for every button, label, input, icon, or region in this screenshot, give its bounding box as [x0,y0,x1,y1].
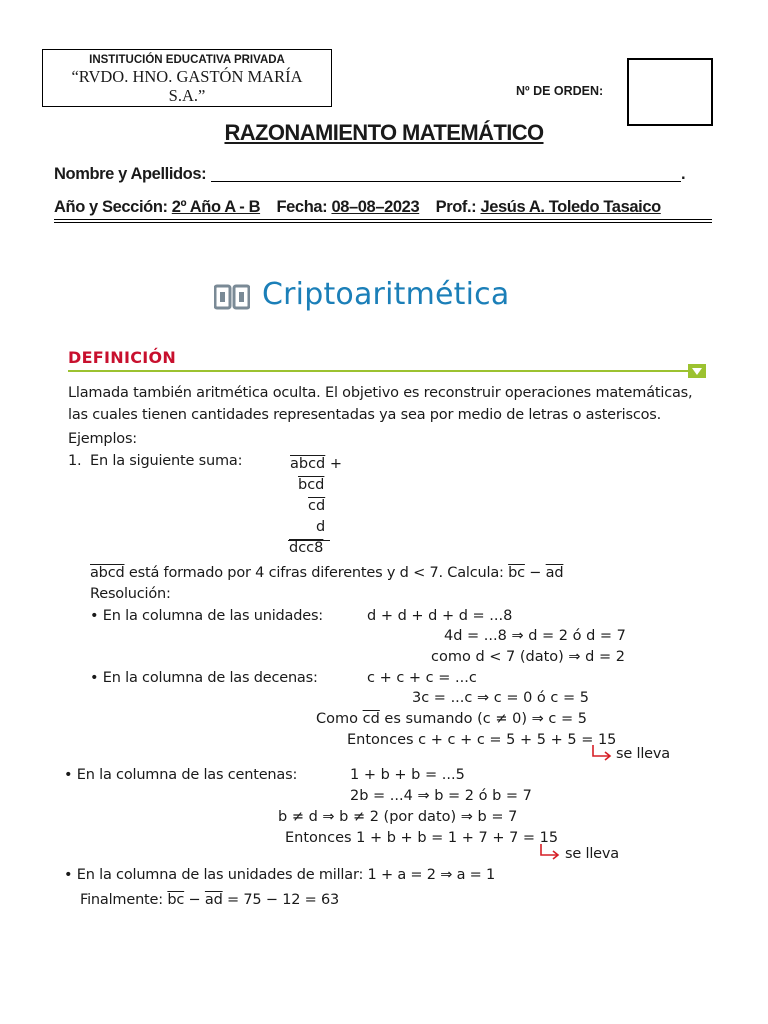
sum-term-1: abcd [290,456,326,472]
tens-step-4: Entonces c + c + c = 5 + 5 + 5 = 15 [347,732,617,748]
prof-label: Prof.: [435,198,477,216]
units-step-2: 4d = ...8 ⇒ d = 2 ó d = 7 [444,628,626,644]
tens-step-3-a: Como [316,711,363,727]
sum-row-1 [290,456,342,472]
year-section-row [54,198,661,217]
final-line [80,892,339,908]
year-label: Año y Sección: [54,198,168,216]
units-column-label: • En la columna de las unidades: [90,608,323,624]
cond-minus: − [524,565,546,581]
cond-bc: $\overline{bc}$ [508,565,525,581]
institution-box [42,49,332,107]
hundreds-step-1: 1 + b + b = ...5 [350,767,465,783]
final-label: Finalmente: [80,892,168,908]
triangle-down-icon [688,364,706,378]
date-value: 08–08–2023 [331,198,420,216]
final-ad: $\overline{ad}$ [204,892,223,908]
order-number-label: Nº DE ORDEN: [516,84,604,98]
order-number-box [627,58,713,126]
tens-step-2: 3c = ...c ⇒ c = 0 ó c = 5 [412,690,589,706]
sum-term-2: $\overline{bcd}$ [298,477,325,493]
plus-sign: + [325,456,343,472]
tens-step-3-cd: $\overline{cd}$ [362,711,380,727]
year-value: 2º Año A - B [171,198,261,216]
carry-note-1: se lleva [616,746,670,762]
name-label: Nombre y Apellidos: [54,165,207,183]
tens-step-3 [316,711,587,727]
cond-abcd: abcd [90,565,125,581]
sum-result: dcc8 [289,540,324,556]
tens-step-1: c + c + c = ...c [367,670,477,686]
definition-line-1: Llamada también aritmética oculta. El objetivo es reconstruir operaciones matemáticas, [68,385,693,401]
cond-body: está formado por 4 cifras diferentes y d < 7. Calcula: [124,565,509,581]
prof-value: Jesús A. Toledo Tasaico [480,198,661,216]
header-rule-bottom [54,222,712,223]
carry-note-2: se lleva [565,846,619,862]
name-line-end: . [681,165,686,183]
definition-line-2: las cuales tienen cantidades representadas ya sea por medio de letras o asteriscos. [68,407,662,423]
tens-step-3-c: es sumando (c ≠ 0) ⇒ c = 5 [379,711,587,727]
section-rule [68,370,688,372]
hundreds-step-3: b ≠ d ⇒ b ≠ 2 (por dato) ⇒ b = 7 [278,809,518,825]
tens-column-label: • En la columna de las decenas: [90,670,318,686]
final-result: = 75 − 12 = 63 [222,892,340,908]
page-title: RAZONAMIENTO MATEMÁTICO [224,120,544,145]
section-title: DEFINICIÓN [68,348,177,367]
example-text: En la siguiente suma: [90,453,243,469]
institution-type: INSTITUCIÓN EDUCATIVA PRIVADA [89,54,285,66]
thousands-column-line: • En la columna de las unidades de millar: 1 + a = 2 ⇒ a = 1 [64,867,496,883]
date-label: Fecha: [276,198,328,216]
book-icon [214,283,250,311]
institution-name: “RVDO. HNO. GASTÓN MARÍA [71,67,303,86]
example-number: 1. [68,453,82,469]
sum-term-3: $\overline{cd}$ [308,498,326,514]
hundreds-column-label: • En la columna de las centenas: [64,767,298,783]
hundreds-step-4: Entonces 1 + b + b = 1 + 7 + 7 = 15 [285,830,559,846]
carry-arrow-icon [538,843,562,861]
topic-logo-word: Criptoaritmética [262,277,510,312]
sum-term-4: d [316,519,326,535]
resolution-label: Resolución: [90,586,171,602]
institution-name-suffix: S.A.” [168,86,206,105]
carry-arrow-icon [590,744,614,762]
condition-text [90,565,563,581]
examples-label: Ejemplos: [68,431,137,447]
units-step-1: d + d + d + d = ...8 [367,608,513,624]
cond-ad: $\overline{ad}$ [545,565,564,581]
header-rule-top [54,219,712,220]
final-minus: − [184,892,205,908]
hundreds-step-2: 2b = ...4 ⇒ b = 2 ó b = 7 [350,788,532,804]
units-step-3: como d < 7 (dato) ⇒ d = 2 [431,649,625,665]
name-blank-line [211,181,681,182]
final-bc: $\overline{bc}$ [167,892,185,908]
